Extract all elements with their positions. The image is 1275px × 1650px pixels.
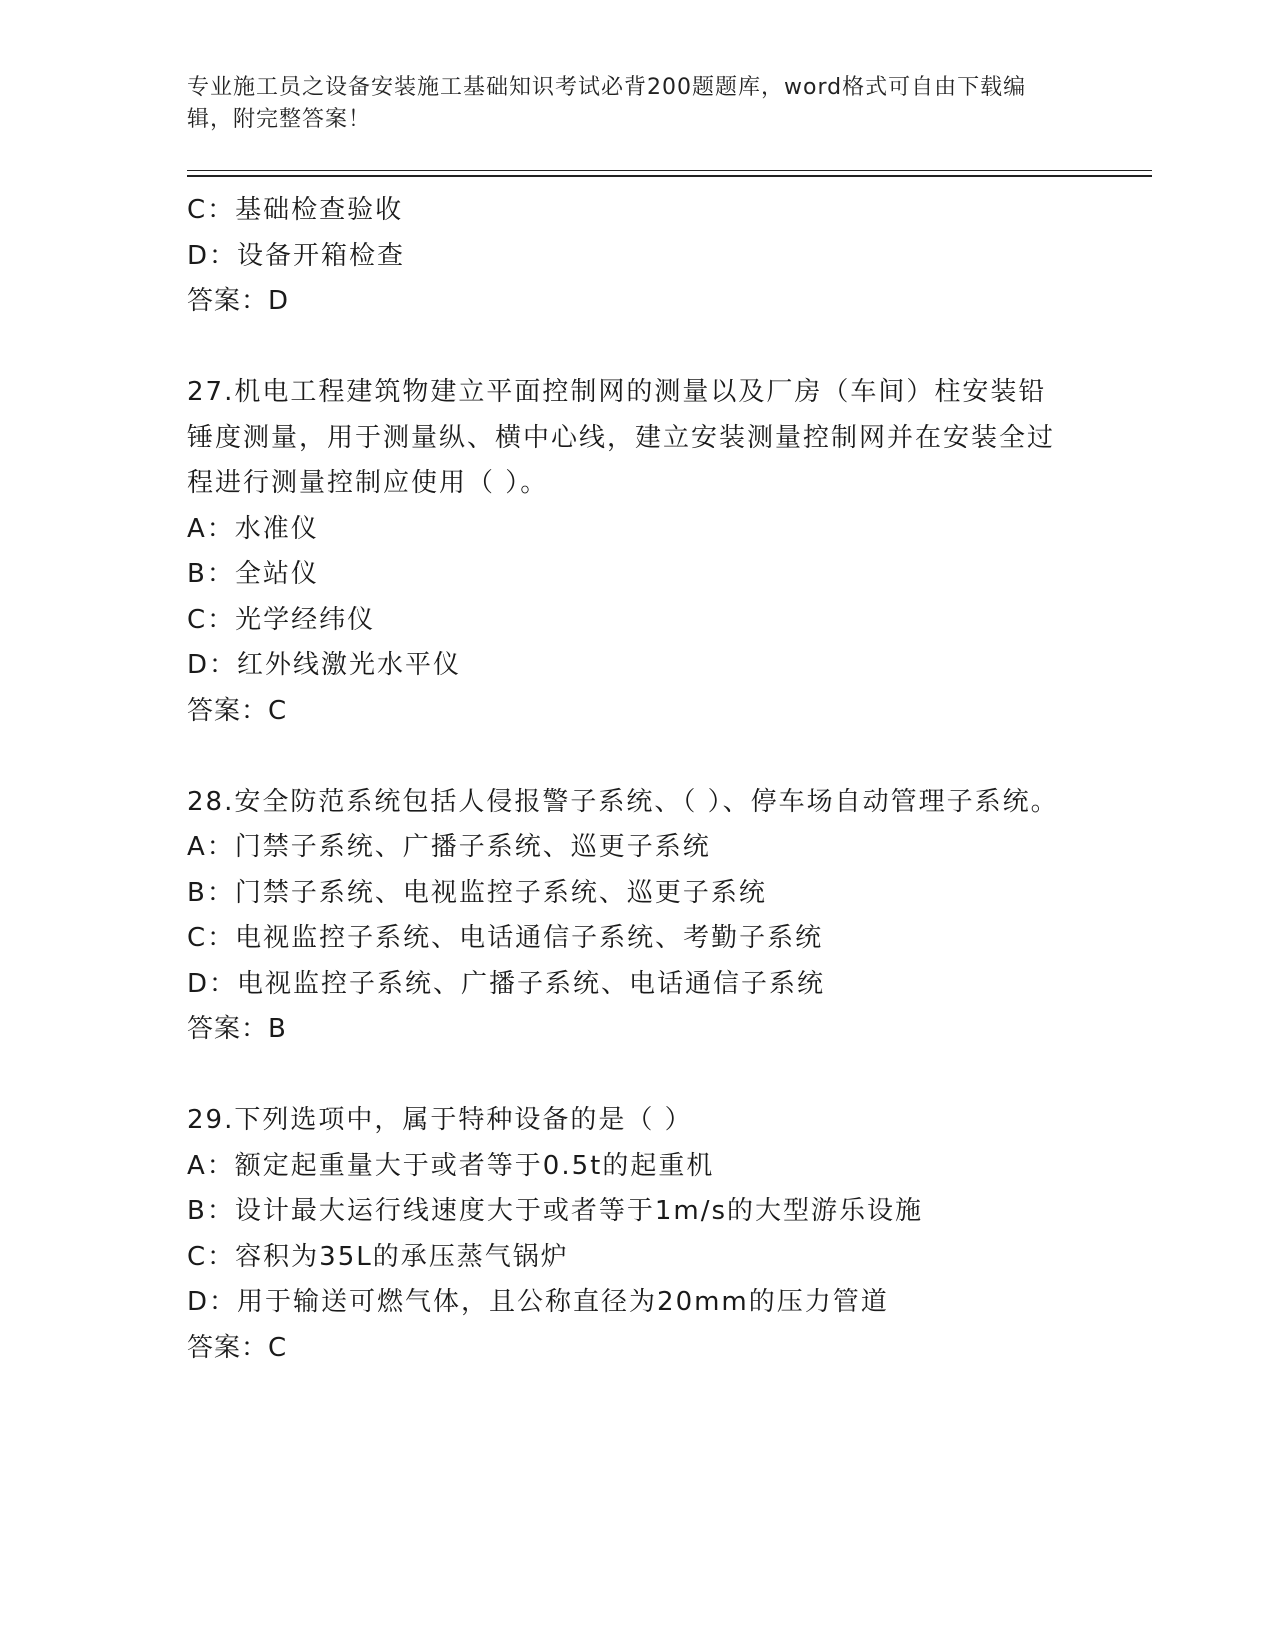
question-29-text: 29.下列选项中，属于特种设备的是（ ） [187,1105,693,1135]
document-header: 专业施工员之设备安装施工基础知识考试必背200题题库，word格式可自由下载编辑，附完整答案！ [187,75,1027,132]
question-27-option-c: C：光学经纬仪 [187,604,376,635]
question-29-option-d: D：用于输送可燃气体，且公称直径为20mm的压力管道 [187,1287,889,1317]
question-28-text: 28.安全防范系统包括人侵报警子系统、（ ）、停车场自动管理子系统。 [187,786,1059,817]
question-27-option-b: B：全站仪 [187,559,319,589]
question-29-option-c: C：容积为35L的承压蒸气锅炉 [187,1241,569,1272]
question-28-option-b: B：门禁子系统、电视监控子系统、巡更子系统 [187,877,767,908]
question-content [187,188,1087,1371]
question-28-option-c: C：电视监控子系统、电话通信子系统、考勤子系统 [187,923,824,953]
question-27-option-a: A：水准仪 [187,513,319,544]
spacer [187,1053,1087,1099]
question-27-text: 27.机电工程建筑物建立平面控制网的测量以及厂房（车间）柱安装铅锤度测量，用于测量纵、横中心线，建立安装测量控制网并在安装全过程进行测量控制应使用（ ）。 [187,377,1056,498]
option-c: C：基础检查验收 [187,195,404,225]
question-27-answer: 答案：C [187,695,288,726]
question-29-option-b: B：设计最大运行线速度大于或者等于1m/s的大型游乐设施 [187,1196,924,1226]
question-28-option-d: D：电视监控子系统、广播子系统、电话通信子系统 [187,968,826,999]
spacer [187,734,1087,780]
spacer [187,325,1087,371]
question-28-answer: 答案：B [187,1014,287,1044]
answer-line: 答案：D [187,286,290,316]
question-27-option-d: D：红外线激光水平仪 [187,650,462,680]
question-29-option-a: A：额定起重量大于或者等于0.5t的起重机 [187,1150,715,1181]
header-rule-thick [187,175,1152,177]
question-29-answer: 答案：C [187,1332,288,1363]
header-rule-thin [187,170,1152,171]
option-d: D：设备开箱检查 [187,240,406,271]
question-28-option-a: A：门禁子系统、广播子系统、巡更子系统 [187,832,711,862]
